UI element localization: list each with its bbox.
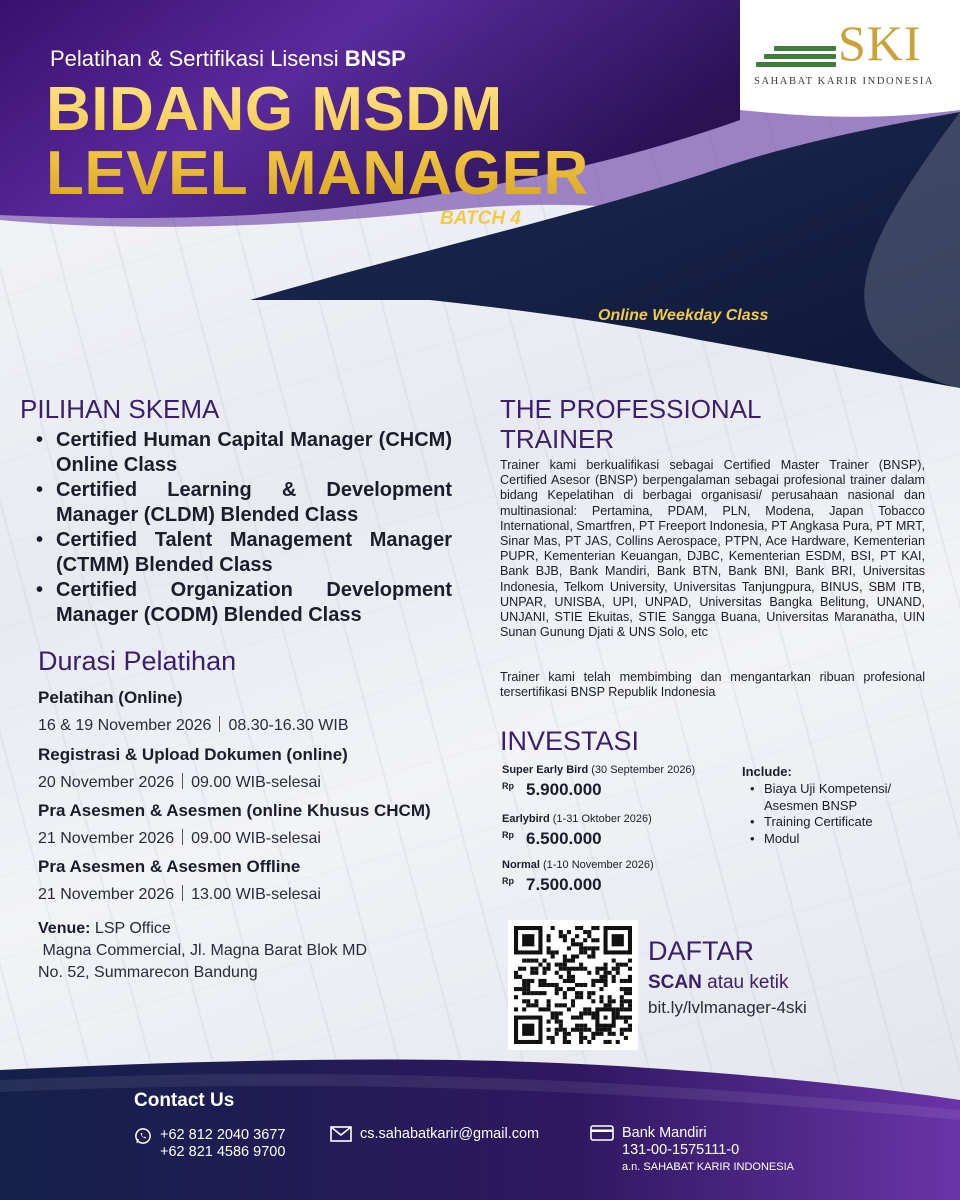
schedule-value: 16 & 19 November 2026 08.30-16.30 WIB <box>38 717 349 734</box>
contact-bank: Bank Mandiri 131-00-1575111-0 a.n. SAHABAT KARIR INDONESIA <box>590 1125 794 1176</box>
venue-info: Venue: LSP Office Magna Commercial, Jl. Magna Barat Blok MD No. 52, Summarecon Bandung <box>38 920 368 981</box>
logo-bars-icon <box>756 46 836 76</box>
logo-tagline: SAHABAT KARIR INDONESIA <box>754 76 935 87</box>
card-icon <box>590 1125 614 1141</box>
qr-code-icon <box>514 926 632 1044</box>
footer-band <box>0 1040 960 1200</box>
contact-heading: Contact Us <box>134 1090 235 1111</box>
logo-wordmark: SKI <box>838 15 922 71</box>
scan-instruction: SCAN atau ketik <box>648 972 789 993</box>
skema-heading: PILIHAN SKEMA <box>20 394 220 424</box>
include-item: • Modul <box>742 831 942 848</box>
schedule-value: 20 November 2026 09.00 WIB-selesai <box>38 774 321 791</box>
trainer-achievement: Trainer kami telah membimbing dan mengantarkan ribuan profesional tersertifikasi BNSP Republik Indonesia <box>500 670 925 700</box>
mail-icon <box>330 1126 352 1142</box>
skema-item: • Certified Human Capital Manager (CHCM) Online Class <box>36 428 452 478</box>
include-item: • Training Certificate <box>742 814 942 831</box>
durasi-heading: Durasi Pelatihan <box>38 646 237 676</box>
schedule-item <box>38 745 478 792</box>
registration-qr-code[interactable] <box>508 920 638 1050</box>
contact-phone[interactable]: +62 812 2040 3677 +62 821 4586 9700 <box>134 1127 285 1161</box>
batch-label: BATCH 4 <box>440 208 521 229</box>
price-item: Earlybird (1-31 Oktober 2026) $^{Rp}$ 6.500.000 <box>502 813 652 848</box>
whatsapp-icon <box>134 1127 152 1145</box>
price-item: Super Early Bird (30 September 2026) $^{Rp}$ 5.900.000 <box>502 764 696 799</box>
header-subtitle: Pelatihan & Sertifikasi Lisensi BNSP <box>50 46 406 71</box>
schedule-label: Pra Asesmen & Asesmen Offline <box>38 857 301 876</box>
skema-item: • Certified Learning & Development Manager (CLDM) Blended Class <box>36 478 452 528</box>
schedule-item <box>38 688 478 735</box>
class-type-label: Online Weekday Class <box>598 307 769 324</box>
price-item: Normal (1-10 November 2026) $^{Rp}$ 7.500.000 <box>502 859 654 894</box>
schedule-label: Registrasi & Upload Dokumen (online) <box>38 745 348 764</box>
schedule-value: 21 November 2026 09.00 WIB-selesai <box>38 830 321 847</box>
schedule-label: Pelatihan (Online) <box>38 688 183 707</box>
trainer-description: Trainer kami berkualifikasi sebagai Certified Master Trainer (BNSP), Certified Asesor (BNSP) berpengalaman sebagai profesional trainer dalam bidang Kepelatihan di berbagai organisasi/ perusahaan nasional dan multinasional: Pertamina, PDAM, PLN, Modena, Japan Tobacco International, Smartfren, PT Freeport Indonesia, PT Angkasa Pura, PT MRT, Sinar Mas, PT JAS, Collins Aerospace, PTPN, Ace Hardware, Kementerian PUPR, Kementerian Keuangan, DJBC, Kementerian ESDM, BSI, PT KAI, Bank BJB, Bank Mandiri, Bank BTN, Bank BNI, Bank BRI, Universitas Indonesia, Telkom University, Universitas Tanjungpura, BINUS, SBM ITB, UNPAR, UNISBA, UPI, UNPAD, Universitas Bangka Belitung, UNAND, UNJANI, STIE Ekuitas, STIE Sangga Buana, Universitas Maranatha, UIN Sunan Gunung Djati & UNS Solo, etc <box>500 458 925 640</box>
register-heading: DAFTAR <box>648 936 754 966</box>
investasi-heading: INVESTASI <box>500 726 640 756</box>
trainer-heading: THE PROFESSIONAL TRAINER <box>500 394 762 454</box>
include-item: • Biaya Uji Kompetensi/ Asesmen BNSP <box>742 781 942 814</box>
registration-link[interactable]: bit.ly/lvlmanager-4ski <box>648 998 807 1017</box>
schedule-label: Pra Asesmen & Asesmen (online Khusus CHCM) <box>38 801 431 820</box>
schedule-item <box>38 801 478 848</box>
include-list: Include: • Biaya Uji Kompetensi/ Asesmen BNSP • Training Certificate • Modul <box>742 764 942 847</box>
page-title: BIDANG MSDM LEVEL MANAGER <box>46 75 589 208</box>
schedule-value: 21 November 2026 13.00 WIB-selesai <box>38 886 321 903</box>
ski-logo <box>752 15 944 90</box>
skema-item: • Certified Organization Development Manager (CODM) Blended Class <box>36 578 452 628</box>
skema-item: • Certified Talent Management Manager (CTMM) Blended Class <box>36 528 452 578</box>
schedule-item <box>38 857 478 904</box>
skema-list <box>36 428 452 628</box>
contact-email[interactable]: cs.sahabatkarir@gmail.com <box>330 1126 539 1143</box>
